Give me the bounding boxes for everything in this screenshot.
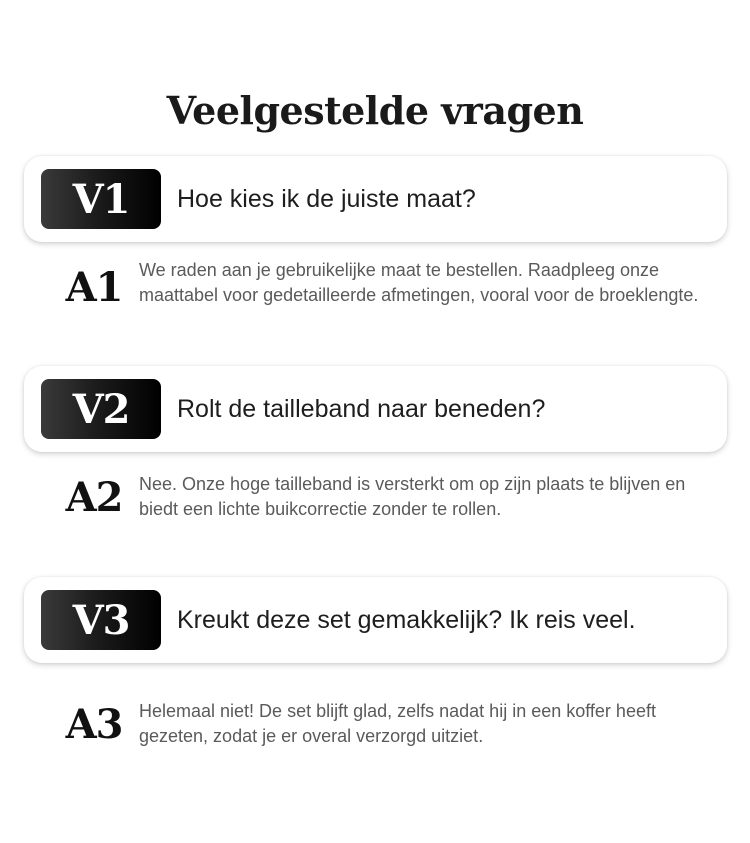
faq-question-3[interactable] <box>24 577 727 663</box>
question-badge-2: V2 <box>41 379 161 439</box>
answer-badge-1: A1 <box>65 264 123 311</box>
question-text-2: Rolt de tailleband naar beneden? <box>177 394 546 423</box>
answer-text-3: Helemaal niet! De set blijft glad, zelfs nadat hij in een koffer heeft gezeten, zodat je er overal verzorgd uitziet. <box>139 701 656 746</box>
answer-badge-3: A3 <box>65 701 123 748</box>
answer-text-1: We raden aan je gebruikelijke maat te bestellen. Raadpleeg onze maattabel voor gedetailleerde afmetingen, vooral voor de broeklengte. <box>139 260 699 305</box>
answer-badge-2: A2 <box>65 474 123 521</box>
page-title: Veelgestelde vragen <box>166 88 584 133</box>
question-badge-3: V3 <box>41 590 161 650</box>
faq-question-1[interactable] <box>24 156 727 242</box>
answer-text-2: Nee. Onze hoge tailleband is versterkt om op zijn plaats te blijven en biedt een lichte buikcorrectie zonder te rollen. <box>139 474 686 519</box>
question-text-3: Kreukt deze set gemakkelijk? Ik reis veel. <box>177 605 636 634</box>
faq-question-2[interactable] <box>24 366 727 452</box>
question-text-1: Hoe kies ik de juiste maat? <box>177 184 476 213</box>
question-badge-1: V1 <box>41 169 161 229</box>
